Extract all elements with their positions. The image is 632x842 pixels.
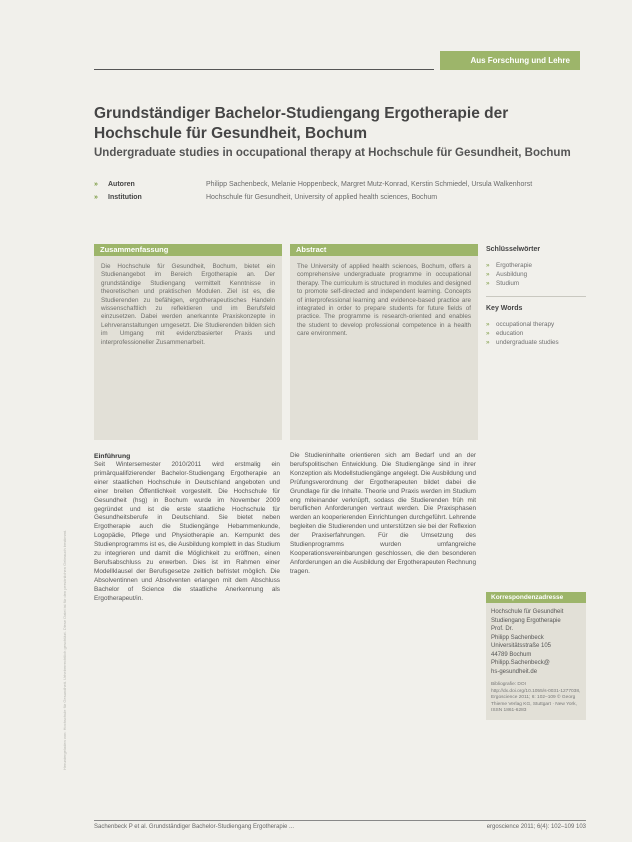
margin-download-note: Heruntergeladen von: Hochschule für Gesundheit. Urheberrechtlich geschützt. Diese Datei ist für den persönlichen Gebrauch bestimmt. bbox=[62, 529, 67, 770]
bullet-icon: » bbox=[486, 271, 490, 278]
abstract-heading: Abstract bbox=[290, 244, 478, 256]
bibliography-note: Bibliografie: DOI http://dx.doi.org/10.1055/s-0031-1277038, Ergoscience 2011; 6: 102–109 © Georg Thieme Verlag KG, Stuttgart · New York, ISSN 1861-6283 bbox=[491, 682, 581, 713]
footer-rule bbox=[94, 820, 586, 821]
keyword-item: » undergraduate studies bbox=[486, 339, 559, 346]
article-meta bbox=[94, 180, 584, 206]
body-column-1 bbox=[94, 452, 280, 812]
bullet-icon: » bbox=[486, 321, 490, 328]
abstract-text: The University of applied health sciences, Bochum, offers a comprehensive undergraduate programme in occupational therapy. The curriculum is structured in modules and designed to promote self-directed and independent learning. Concepts of interprofessional learning and evidence-based practice are integrated in order to prepare students for future fields of practice. The programme is research-oriented and enables the student to develop professional competence in a health care environment. bbox=[297, 263, 471, 338]
keyword-item: » Ausbildung bbox=[486, 271, 528, 278]
institution-label: Institution bbox=[108, 194, 142, 201]
authors-row bbox=[94, 180, 584, 189]
institution: Hochschule für Gesundheit, University of applied health sciences, Bochum bbox=[206, 194, 438, 201]
body-column-2 bbox=[290, 452, 476, 812]
footer-page-info: ergoscience 2011; 6(4): 102–109 103 bbox=[486, 824, 586, 830]
arrow-icon: » bbox=[94, 194, 98, 201]
address-line: Studiengang Ergotherapie bbox=[491, 617, 561, 624]
zusammenfassung-heading: Zusammenfassung bbox=[94, 244, 282, 256]
address-line: Universitätsstraße 105 bbox=[491, 643, 552, 649]
keywords-column bbox=[486, 244, 586, 347]
bullet-icon: » bbox=[486, 262, 490, 269]
bullet-icon: » bbox=[486, 339, 490, 346]
bullet-icon: » bbox=[486, 330, 490, 337]
section-tab: Aus Forschung und Lehre bbox=[440, 51, 580, 70]
body-text-1: Seit Wintersemester 2010/2011 wird erstmalig ein primärqualifizierender Bachelor-Studiengang Ergotherapie an einer staatlichen Hochschule in Deutschland angeboten und einer breiten Öffentlichkeit vorgestellt. Die Hochschule für Gesundheit (hsg) in Bochum wurde im November 2009 gegründet und ist die erste staatliche Hochschule für Gesundheitsberufe in Deutschland. Sie bietet neben Ergotherapie auch die Studiengänge Hebammenkunde, Logopädie, Pflege und Physiotherapie an. Kernpunkt des Studienprogramms ist es, die Ausbildung komplett in das Studium zu integrieren und damit die Möglichkeit zu eröffnen, einen Berufsabschluss zu erwerben. Dies ist im Rahmen einer Modellklausel der Berufsgesetze zeitlich befristet möglich. Die Absolventinnen und Absolventen erlangen mit dem Abschluss Bachelor of Science die staatliche Anerkennung als Ergotherapeut/in. bbox=[94, 461, 280, 602]
keyword-item: » occupational therapy bbox=[486, 321, 555, 328]
keyword-item: » education bbox=[486, 330, 524, 337]
email-line: hs-gesundheit.de bbox=[491, 668, 538, 675]
zusammenfassung-text: Die Hochschule für Gesundheit, Bochum, bietet ein Studienangebot im Bereich Ergotherapie an. Der grundständige Studiengang vermittelt Kenntnisse in theoretischen und praktischen Modulen. Ziel ist es, die Studierenden zu befähigen, ergotherapeutisches Handeln wissenschaftlich zu reflektieren und im Berufsfeld einzusetzen. Dabei werden anerkannte Praxiskonzepte in Lehrveranstaltungen umgesetzt. Die Studierenden bilden sich im Umgang mit evidenzbasierter Praxis und interprofessioneller Zusammenarbeit. bbox=[101, 263, 275, 346]
correspondence-box bbox=[486, 592, 586, 720]
article-title: Grundständiger Bachelor-Studiengang Ergotherapie der Hochschule für Gesundheit, Bochum bbox=[94, 105, 509, 142]
body-text-2: Die Studieninhalte orientieren sich am Bedarf und an der berufspolitischen Entwicklung. Die Studiengänge sind in ihrer Konzeption als Modellstudiengänge angelegt. Die Ausbildung und Prüfungsverordnung der Ergotherapeuten bildet dabei die Grundlage für die Inhalte. Theorie und Praxis werden im Studium eng miteinander verknüpft, sodass die Studierenden früh mit beruflichen Anforderungen vertraut werden. Die Praxisphasen werden an kooperierenden Einrichtungen durchgeführt. Lehrende begleiten die Studierenden und unterstützen sie bei der Reflexion der Praxiserfahrungen. Für die Umsetzung des Studienprogramms wurden umfangreiche Kooperationsvereinbarungen geschlossen, die den besonderen Anforderungen an die Ausbildung der Ergotherapeuten Rechnung tragen. bbox=[290, 452, 476, 575]
footer-citation: Sachenbeck P et al. Grundständiger Bachelor-Studiengang Ergotherapie ... bbox=[94, 824, 295, 830]
address-line: Hochschule für Gesundheit bbox=[491, 609, 564, 615]
bullet-icon: » bbox=[486, 280, 490, 287]
authors: Philipp Sachenbeck, Melanie Hoppenbeck, Margret Mutz-Konrad, Kerstin Schmiedel, Ursula Walkenhorst bbox=[206, 181, 533, 188]
header-rule bbox=[94, 69, 434, 70]
institution-row bbox=[94, 193, 584, 202]
zusammenfassung-box bbox=[94, 244, 282, 440]
keyword-item: » Ergotherapie bbox=[486, 262, 533, 269]
keywords-en-heading: Key Words bbox=[486, 305, 523, 312]
email-line: Philipp.Sachenbeck@ bbox=[491, 660, 550, 666]
arrow-icon: » bbox=[94, 181, 98, 188]
divider bbox=[486, 296, 586, 297]
correspondence-heading: Korrespondenzadresse bbox=[486, 592, 586, 603]
keyword-item: » Studium bbox=[486, 280, 520, 287]
article-subtitle: Undergraduate studies in occupational therapy at Hochschule für Gesundheit, Bochum bbox=[94, 147, 571, 159]
section-heading: Einführung bbox=[94, 453, 131, 460]
address-line: Prof. Dr. bbox=[491, 626, 514, 632]
authors-label: Autoren bbox=[108, 181, 135, 188]
abstract-box bbox=[290, 244, 478, 440]
address-line: 44789 Bochum bbox=[491, 651, 532, 658]
address-line: Philipp Sachenbeck bbox=[491, 634, 544, 641]
keywords-de-heading: Schlüsselwörter bbox=[486, 246, 541, 253]
